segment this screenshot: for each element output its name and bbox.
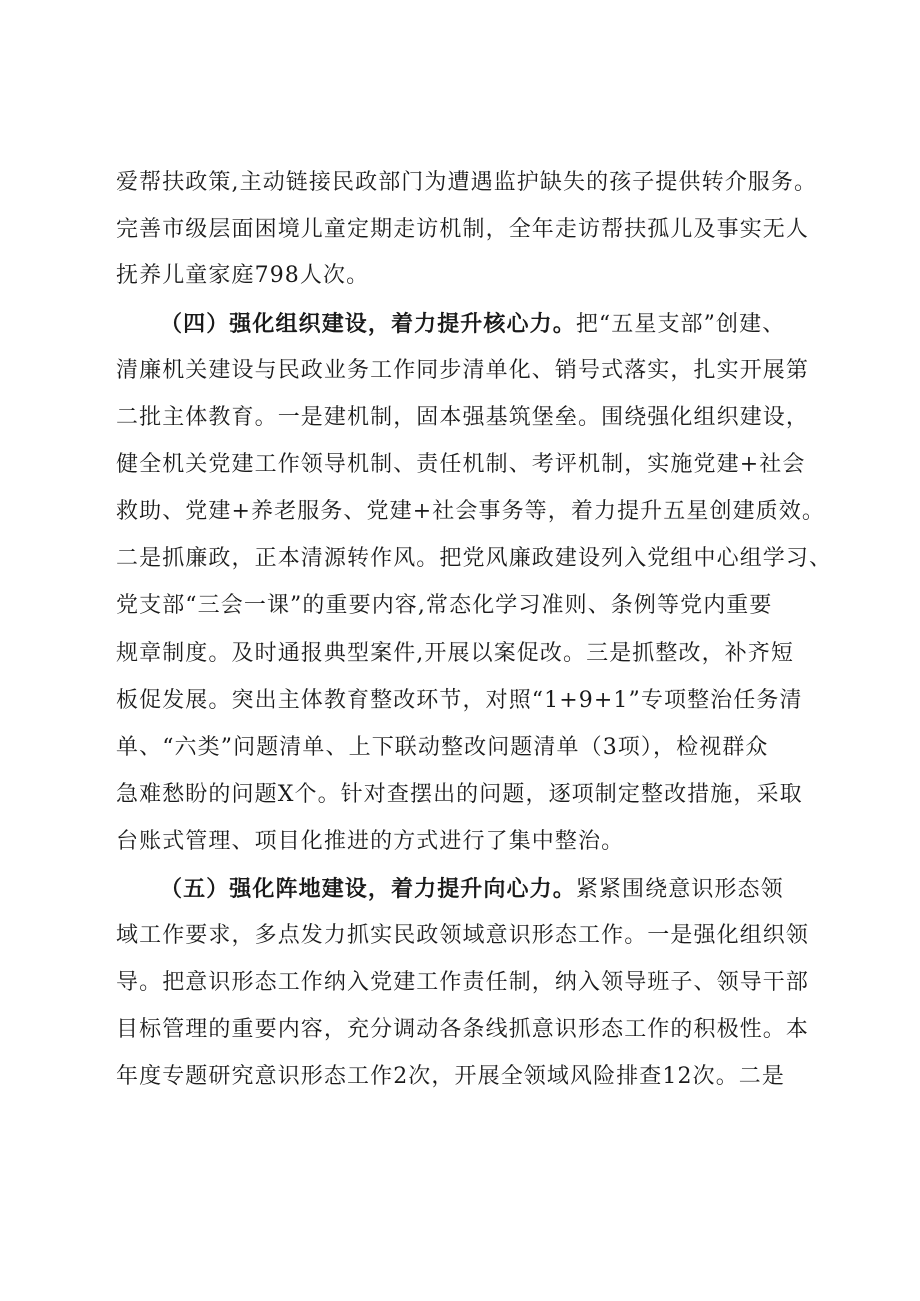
paragraph-line: 完善市级层面困境儿童定期走访机制，全年走访帮扶孤儿及事实无人 (116, 217, 810, 242)
paragraph-line: 清廉机关建设与民政业务工作同步清单化、销号式落实，扎实开展第 (116, 358, 810, 383)
section-5-lead-text: 紧紧围绕意识形态领 (575, 877, 784, 902)
paragraph-line: 板促发展。突出主体教育整改环节，对照“1+9+1”专项整治任务清 (116, 688, 803, 713)
paragraph-line: 二批主体教育。一是建机制，固本强基筑堡垒。围绕强化组织建设， (116, 405, 810, 430)
section-5-first-line (160, 874, 840, 905)
paragraph-line: 域工作要求，多点发力抓实民政领域意识形态工作。一是强化组织领 (116, 923, 810, 948)
paragraph-line: 抚养儿童家庭798人次。 (116, 263, 370, 288)
section-4-heading: （四）强化组织建设，着力提升核心力。 (160, 311, 576, 337)
paragraph-line: 救助、党建+养老服务、党建+社会事务等，着力提升五星创建质效。 (116, 499, 825, 524)
paragraph-line: 急难愁盼的问题X个。针对查摆出的问题，逐项制定整改措施，采取 (116, 782, 803, 807)
section-5-heading: （五）强化阵地建设，着力提升向心力。 (160, 876, 576, 902)
paragraph-line: 健全机关党建工作领导机制、责任机制、考评机制，实施党建+社会 (116, 452, 806, 477)
paragraph-line: 导。把意识形态工作纳入党建工作责任制，纳入领导班子、领导干部 (116, 970, 810, 995)
section-4-first-line (160, 309, 840, 340)
section-4-lead-text: 把“五星支部”创建、 (575, 312, 786, 337)
paragraph-line: 单、“六类”问题清单、上下联动整改问题清单（3项），检视群众 (116, 735, 769, 760)
paragraph-line: 年度专题研究意识形态工作2次，开展全领域风险排查12次。二是 (116, 1064, 785, 1089)
paragraph-line: 台账式管理、项目化推进的方式进行了集中整治。 (116, 829, 625, 854)
paragraph-line: 爱帮扶政策,主动链接民政部门为遭遇监护缺失的孩子提供转介服务。 (116, 170, 818, 195)
paragraph-line: 规章制度。及时通报典型案件,开展以案促改。三是抓整改，补齐短 (116, 641, 794, 666)
paragraph-line: 目标管理的重要内容，充分调动各条线抓意识形态工作的积极性。本 (116, 1017, 810, 1042)
paragraph-line: 党支部“三会一课”的重要内容,常态化学习准则、条例等党内重要 (116, 593, 773, 618)
paragraph-line: 二是抓廉政，正本清源转作风。把党风廉政建设列入党组中心组学习、 (116, 546, 833, 571)
